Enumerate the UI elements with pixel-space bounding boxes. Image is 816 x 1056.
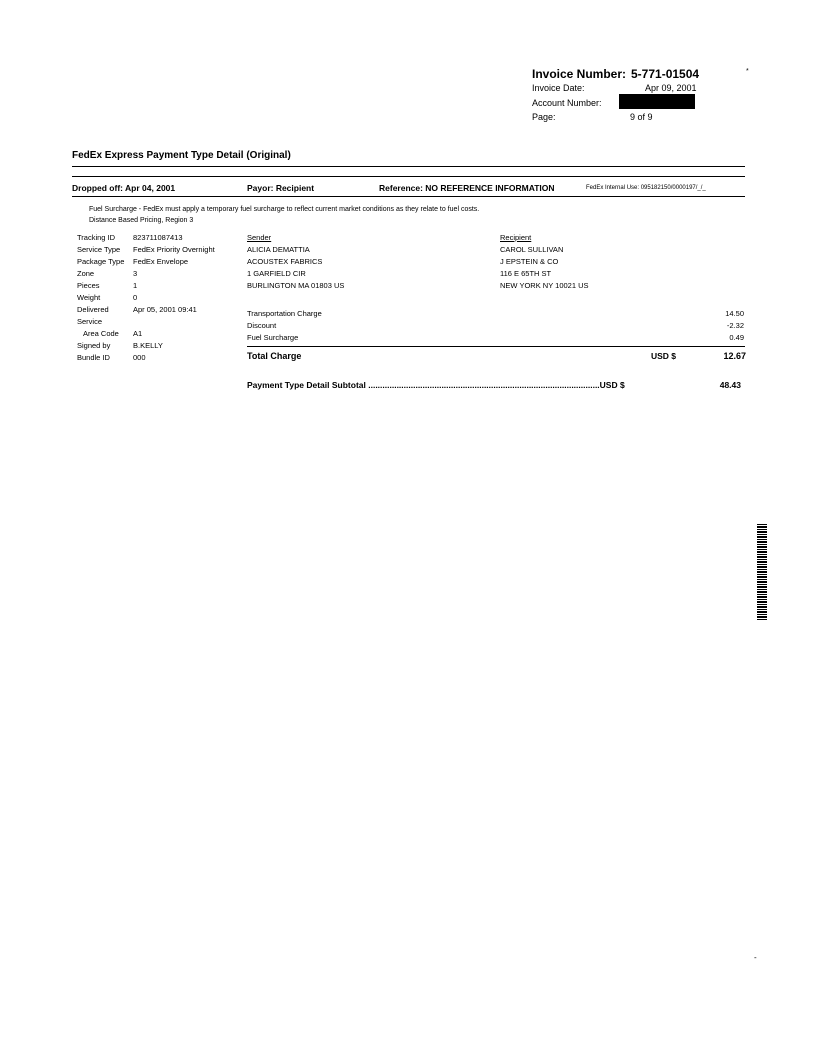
- account-number-label: Account Number:: [532, 98, 602, 108]
- subtotal-label: Payment Type Detail Subtotal ..................................................................................................USD $: [247, 380, 625, 390]
- reference: Reference: NO REFERENCE INFORMATION: [379, 183, 555, 193]
- footer-mark: -: [754, 953, 757, 962]
- detail-value: B.KELLY: [133, 341, 163, 350]
- sender-heading: Sender: [247, 233, 272, 242]
- invoice-number-value: 5-771-01504: [631, 67, 700, 81]
- sender-line: ACOUSTEX FABRICS: [247, 257, 323, 266]
- detail-label: Service: [77, 317, 103, 326]
- barcode: [757, 524, 767, 620]
- detail-value: FedEx Envelope: [133, 257, 189, 266]
- bar-bottom-rule: [72, 196, 745, 197]
- page-label: Page:: [532, 112, 556, 122]
- detail-label: Signed by: [77, 341, 111, 350]
- detail-label: Delivered: [77, 305, 109, 314]
- detail-value: 823711087413: [133, 233, 183, 242]
- payor: Payor: Recipient: [247, 183, 315, 193]
- recipient-line: J EPSTEIN & CO: [500, 257, 559, 266]
- internal-use: FedEx Internal Use: 095182150/0000197/_/_: [586, 185, 706, 191]
- charge-amount: 14.50: [725, 309, 744, 318]
- details-labels: [77, 232, 124, 364]
- bar-top-rule: [72, 176, 745, 177]
- detail-value: FedEx Priority Overnight: [133, 245, 215, 254]
- corner-mark: *: [746, 68, 749, 75]
- detail-label: Tracking ID: [77, 233, 116, 242]
- details-values: [133, 232, 215, 364]
- sender-line: 1 GARFIELD CIR: [247, 269, 306, 278]
- sender-block: [247, 232, 344, 292]
- charge-amount: -2.32: [726, 321, 744, 330]
- recipient-block: [500, 232, 589, 292]
- charge-label: Transportation Charge: [247, 309, 322, 318]
- total-label: Total Charge: [247, 351, 302, 361]
- invoice-date-label: Invoice Date:: [532, 83, 585, 93]
- invoice-number-label: Invoice Number:: [532, 67, 627, 81]
- total-amount: 12.67: [723, 351, 746, 361]
- detail-label: Service Type: [77, 245, 121, 254]
- detail-label: Area Code: [83, 329, 119, 338]
- invoice-date-value: Apr 09, 2001: [645, 83, 697, 93]
- recipient-line: NEW YORK NY 10021 US: [500, 281, 589, 290]
- detail-value: A1: [133, 329, 143, 338]
- detail-label: Weight: [77, 293, 101, 302]
- recipient-line: 116 E 65TH ST: [500, 269, 552, 278]
- detail-label: Pieces: [77, 281, 100, 290]
- account-number-redaction: [619, 94, 695, 109]
- page-value: 9 of 9: [630, 112, 653, 122]
- section-title: FedEx Express Payment Type Detail (Original): [72, 150, 291, 161]
- note-pricing: Distance Based Pricing, Region 3: [89, 217, 194, 224]
- detail-label: Zone: [77, 269, 95, 278]
- detail-value: 000: [133, 353, 146, 362]
- charge-amount: 0.49: [729, 333, 744, 342]
- detail-label: Package Type: [77, 257, 125, 266]
- detail-value: [133, 316, 215, 328]
- total-rule: [247, 346, 745, 347]
- total-currency: USD $: [651, 351, 677, 361]
- title-rule: [72, 166, 745, 167]
- charge-label: Discount: [247, 321, 277, 330]
- detail-value: 0: [133, 293, 138, 302]
- recipient-heading: Recipient: [500, 233, 532, 242]
- charge-label: Fuel Surcharge: [247, 333, 299, 342]
- sender-line: ALICIA DEMATTIA: [247, 245, 310, 254]
- detail-label: Bundle ID: [77, 353, 110, 362]
- detail-value: 1: [133, 281, 138, 290]
- sender-line: BURLINGTON MA 01803 US: [247, 281, 345, 290]
- dropped-off: Dropped off: Apr 04, 2001: [72, 183, 176, 193]
- recipient-line: CAROL SULLIVAN: [500, 245, 564, 254]
- subtotal-amount: 48.43: [719, 380, 741, 390]
- note-fuel-surcharge: Fuel Surcharge - FedEx must apply a temporary fuel surcharge to reflect current market conditions as they relate to fuel costs.: [89, 206, 480, 213]
- detail-value: 3: [133, 269, 138, 278]
- detail-value: Apr 05, 2001 09:41: [133, 305, 197, 314]
